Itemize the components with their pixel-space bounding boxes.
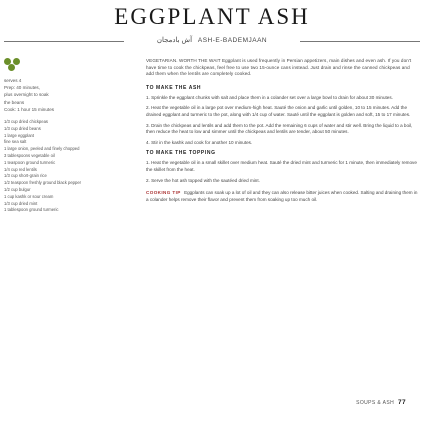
ingredient-item: 3 tablespoons vegetable oil: [4, 153, 55, 158]
page-number: 77: [397, 399, 406, 406]
recipe-intro: VEGETARIAN. WORTH THE WAIT Eggplant is used frequently in Persian appetizers, main dishes and even ash. If you don't have time to cook the chickpeas, feel free to use two 15-ounce cans instead. Just drain and rinse the canned chickpeas and add them when the lentils are completely cooked.: [146, 58, 412, 77]
ingredient-item: 1 large onion, peeled and finely chopped: [4, 146, 80, 152]
subtitle-arabic: آش بادمجان: [156, 37, 193, 44]
meta-soak: plus overnight to soak: [4, 92, 49, 98]
recipe-title: EGGPLANT ASH: [114, 4, 310, 29]
ingredient-item: 1/3 cup dried mint: [4, 200, 38, 206]
method-step: 2. Serve the hot ash topped with the sautéed dried mint.: [146, 177, 260, 183]
veg-dot: [13, 58, 20, 65]
method-step: 1. Heat the vegetable oil in a small skillet over medium heat. Sauté the dried mint and turmeric for 1 minute, then immediately remove the skillet from the heat.: [146, 160, 417, 172]
section-heading: TO MAKE THE TOPPING: [146, 150, 216, 157]
ingredient-list: [4, 119, 82, 213]
method-step: 1. Sprinkle the eggplant chunks with salt and place them in a colander set over a large bowl to drain for about 30 minutes.: [146, 94, 393, 100]
page-footer: [356, 399, 406, 406]
ingredient-item: 1/3 cup dried beans: [4, 125, 41, 131]
veg-dot: [8, 64, 15, 71]
section-make-topping: [146, 150, 418, 184]
meta-beans: the beans: [4, 99, 25, 105]
subtitle-row: [4, 35, 420, 47]
cooking-tip-label: COOKING TIP: [146, 190, 181, 196]
recipe-main: [146, 58, 418, 208]
ingredient-item: 1 large eggplant: [4, 132, 35, 138]
meta-cook: Cook: 1 hour 15 minutes: [4, 106, 55, 112]
subtitle-rule-right: [300, 41, 420, 42]
ingredient-item: 1 tablespoon ground turmeric: [4, 207, 59, 213]
ingredient-item: 1/2 cup bulgur: [4, 186, 31, 192]
section-make-ash: [146, 85, 418, 147]
meta-prep: Prep: 40 minutes,: [4, 85, 41, 91]
ingredient-item: 1/3 cup dried chickpeas: [4, 119, 48, 125]
recipe-sidebar: [4, 58, 82, 214]
footer-label: SOUPS & ASH: [356, 400, 395, 406]
method-step: 2. Heat the vegetable oil in a large pot over medium-high heat. Sauté the onion and garlic until golden, 10 to 15 minutes. Add the drained eggplant and turmeric to the pot, along with 1/4 cup of water. Sauté until the eggplant is golden and soft, 15 to 17 minutes.: [146, 105, 411, 117]
ingredient-item: 1/3 cup short-grain rice: [4, 173, 47, 179]
vegetarian-icon: [4, 58, 82, 72]
ingredient-item: 1/2 teaspoon freshly ground black pepper: [4, 180, 82, 186]
ingredient-item: 1/4 cup red lentils: [4, 166, 37, 172]
method-step: 3. Drain the chickpeas and lentils and add them to the pot. Add the remaining 6 cups of water and stir well. Bring the liquid to a boil, then reduce the heat to low and simmer until the chickpeas and lentils are tender, about 50 minutes.: [146, 122, 413, 135]
meta-serves: serves 4: [4, 78, 22, 83]
subtitle-latin: ASH-E-BADEMJAAN: [197, 37, 268, 44]
ingredient-item: fine sea salt: [4, 139, 27, 145]
ingredient-item: 1 cup kashk or sour cream: [4, 193, 54, 199]
method-step: 4. Stir in the kashk and cook for another 10 minutes.: [146, 139, 253, 145]
cooking-tip-text: Eggplants can soak up a lot of oil and they can also release bitter juices when cooked. Salting and draining them in a colander helps remove their flavor and prevent them from soaking up too much oil.: [146, 190, 418, 202]
ingredient-item: 1 teaspoon ground turmeric: [4, 159, 56, 165]
section-heading: TO MAKE THE ASH: [146, 84, 202, 91]
cooking-tip: [146, 190, 418, 203]
